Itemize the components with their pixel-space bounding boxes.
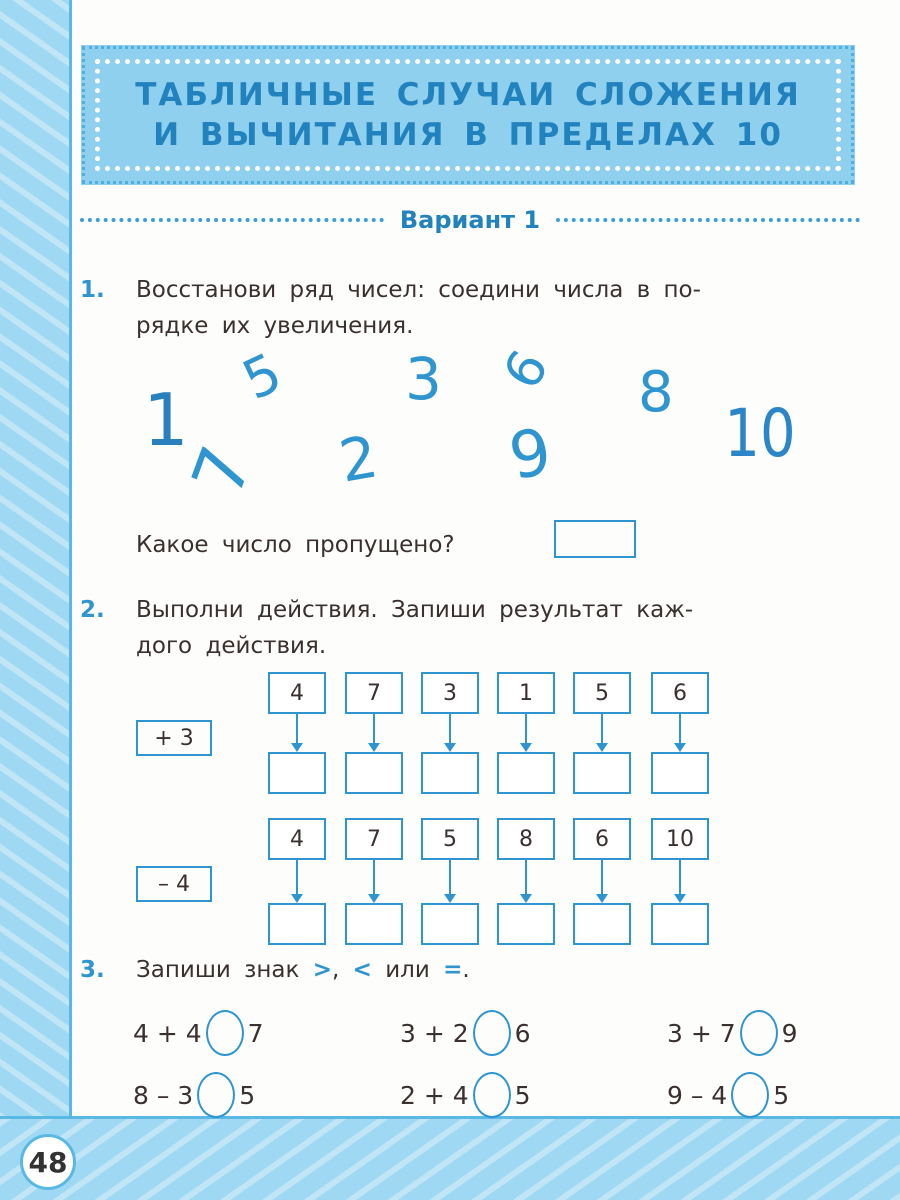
arrow-down-icon [296,714,298,750]
result-answer-box[interactable] [651,752,709,794]
variant-label: Вариант 1 [399,206,541,234]
operand-box: 5 [573,672,631,714]
result-answer-box[interactable] [497,752,555,794]
result-answer-box[interactable] [573,903,631,945]
task-2-line-2: дого действия. [136,633,327,659]
operation-minus-4: – 4 [136,866,212,902]
operand-box: 7 [345,672,403,714]
comparison-right: 5 [514,1080,531,1110]
arrow-down-icon [373,860,375,901]
result-answer-box[interactable] [421,903,479,945]
operand-box: 5 [421,818,479,860]
result-answer-box[interactable] [651,903,709,945]
arrow-down-icon [296,860,298,901]
result-answer-box[interactable] [573,752,631,794]
scattered-number: 8 [638,360,674,425]
comparison-item [133,1072,255,1118]
arrow-down-icon [525,714,527,750]
scattered-number: 7 [176,436,269,506]
task-2-text [136,592,693,664]
comparison-right: 9 [781,1018,798,1048]
title-line-2: И ВЫЧИТАНИЯ В ПРЕДЕЛАХ 10 [153,117,783,153]
arrow-down-icon [601,860,603,901]
operand-box: 6 [651,672,709,714]
decorative-border-bottom [0,1116,900,1200]
operand-box: 1 [497,672,555,714]
comparison-item [400,1010,531,1056]
operand-box: 10 [651,818,709,860]
decorative-border-left [0,0,72,1200]
arrow-down-icon [525,860,527,901]
comparison-right: 5 [239,1080,256,1110]
operand-box: 4 [268,672,326,714]
comparison-item [133,1010,264,1056]
sign-answer-circle[interactable] [206,1010,244,1056]
task-2-number: 2. [80,597,105,623]
scattered-number: 2 [334,422,383,496]
comparison-right: 6 [514,1018,531,1048]
comparison-left: 3 + 7 [667,1018,736,1048]
sign-answer-circle[interactable] [197,1072,235,1118]
comparison-left: 4 + 4 [133,1018,202,1048]
arrow-down-icon [449,714,451,750]
arrow-down-icon [679,860,681,901]
scattered-number: 6 [492,340,561,400]
task-1-line-2: рядке их увеличения. [136,313,414,339]
comparison-left: 8 – 3 [133,1080,194,1110]
scattered-number: 3 [405,345,442,413]
task-3-number: 3. [80,957,105,983]
comparison-item [400,1072,531,1118]
task-1-number: 1. [80,277,105,303]
comparison-left: 2 + 4 [400,1080,469,1110]
sign-answer-circle[interactable] [473,1010,511,1056]
task-1-text [136,272,701,344]
result-answer-box[interactable] [268,752,326,794]
arrow-down-icon [601,714,603,750]
operand-box: 4 [268,818,326,860]
result-answer-box[interactable] [345,903,403,945]
variant-heading [80,206,860,234]
task-3-text: Запиши знак >, < или =. [136,957,470,983]
result-answer-box[interactable] [497,903,555,945]
comparison-item [667,1010,798,1056]
sign-answer-circle[interactable] [731,1072,769,1118]
scattered-number: 5 [233,340,292,413]
sign-answer-circle[interactable] [740,1010,778,1056]
page-number: 48 [20,1134,76,1190]
scattered-number: 9 [503,415,557,495]
result-answer-box[interactable] [421,752,479,794]
sign-answer-circle[interactable] [473,1072,511,1118]
scattered-number: 10 [724,395,796,472]
scattered-number: 1 [143,378,189,462]
missing-number-answer-box[interactable] [554,520,636,558]
title-banner [82,46,854,184]
operand-box: 7 [345,818,403,860]
comparison-left: 9 – 4 [667,1080,728,1110]
task-2-line-1: Выполни действия. Запиши результат каж- [136,597,694,623]
comparison-right: 5 [773,1080,790,1110]
arrow-down-icon [373,714,375,750]
operand-box: 6 [573,818,631,860]
operation-plus-3: + 3 [136,720,212,756]
arrow-down-icon [679,714,681,750]
task-1-line-1: Восстанови ряд чисел: соедини числа в по- [136,277,701,303]
comparison-left: 3 + 2 [400,1018,469,1048]
arrow-down-icon [449,860,451,901]
title-line-1: ТАБЛИЧНЫЕ СЛУЧАИ СЛОЖЕНИЯ [135,77,801,113]
missing-number-question: Какое число пропущено? [136,532,455,558]
result-answer-box[interactable] [345,752,403,794]
operand-box: 8 [497,818,555,860]
comparison-item [667,1072,789,1118]
result-answer-box[interactable] [268,903,326,945]
comparison-right: 7 [247,1018,264,1048]
operand-box: 3 [421,672,479,714]
